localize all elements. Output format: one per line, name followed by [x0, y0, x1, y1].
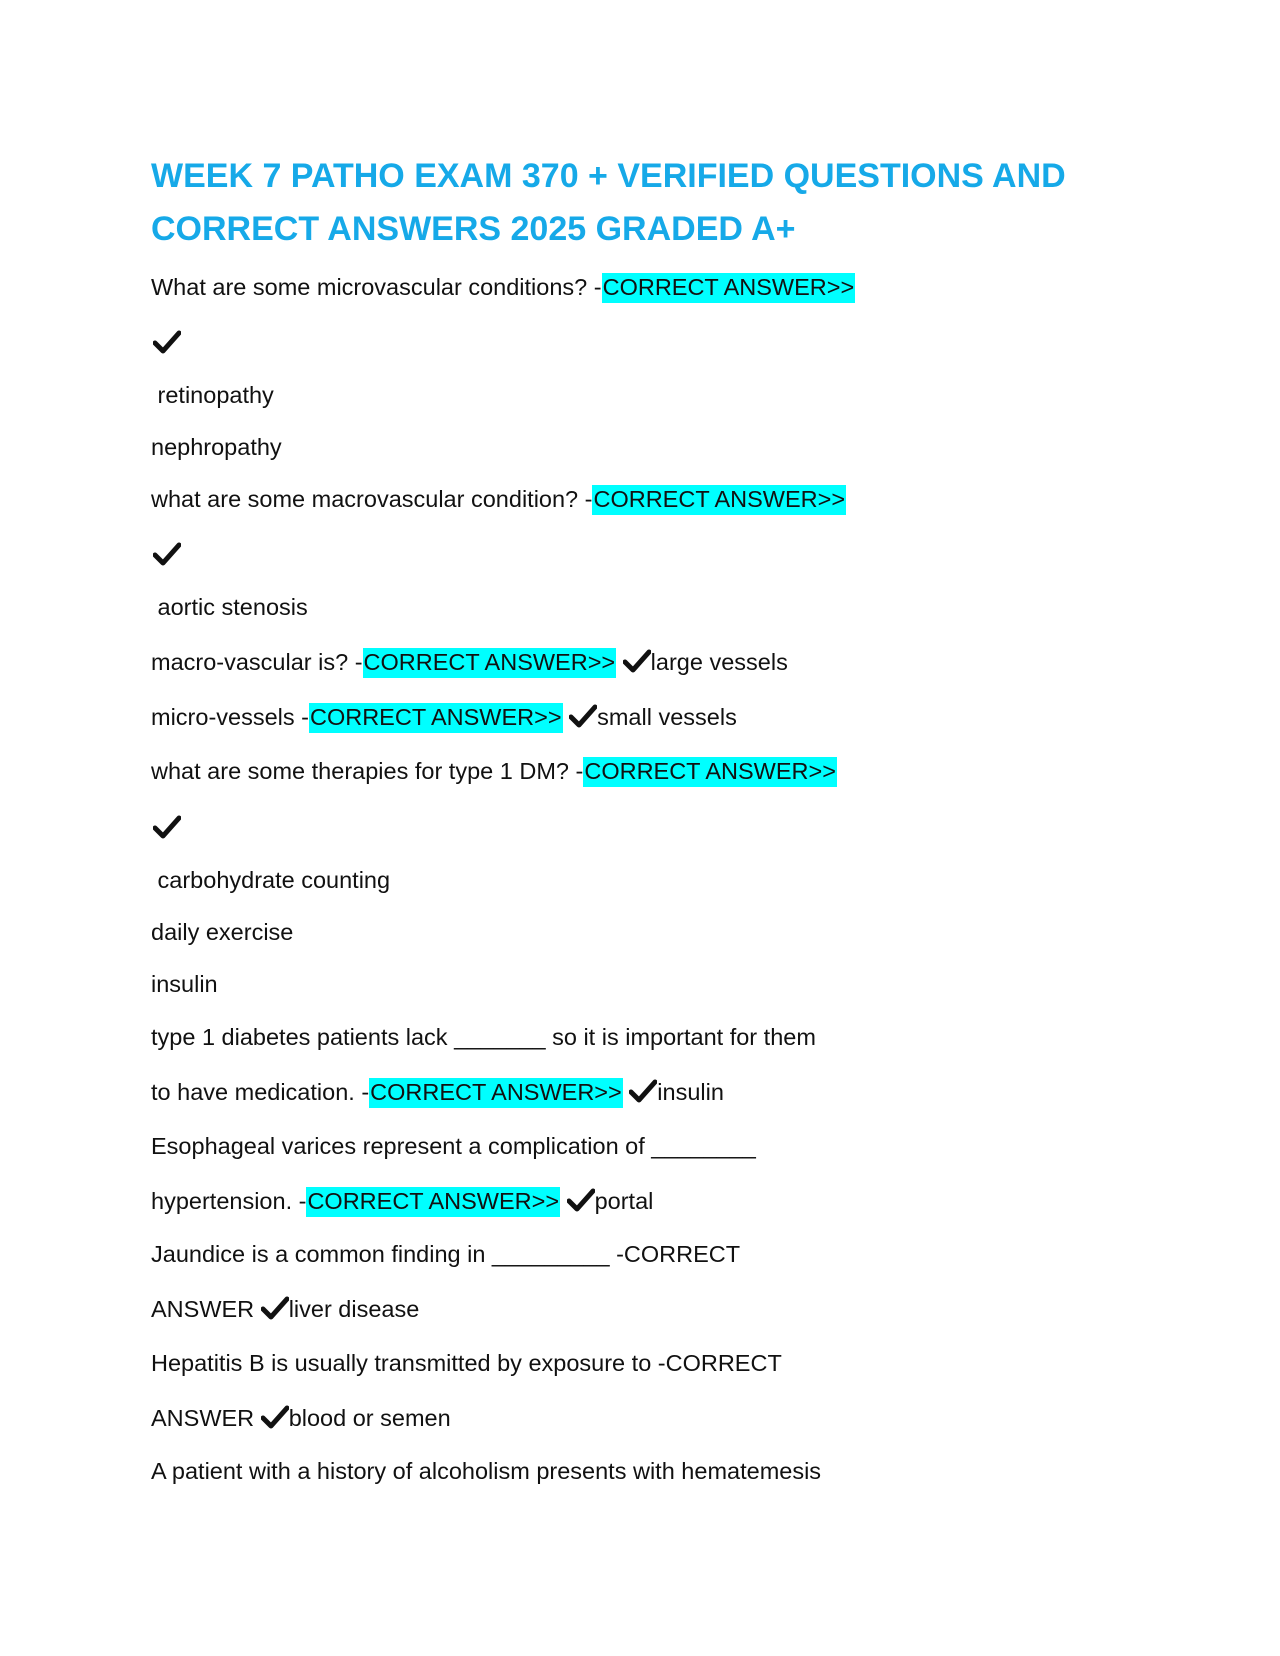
answer-text: large vessels	[650, 649, 788, 675]
checkmark-icon	[153, 329, 181, 355]
correct-answer-label: CORRECT ANSWER>>	[592, 485, 846, 515]
checkmark-icon	[567, 1187, 595, 1213]
document-title: WEEK 7 PATHO EXAM 370 + VERIFIED QUESTIONS AND CORRECT ANSWERS 2025 GRADED A+	[151, 157, 1066, 248]
correct-answer-label: CORRECT ANSWER>>	[369, 1078, 623, 1108]
answer-text: small vessels	[597, 704, 737, 730]
question-line	[151, 484, 846, 514]
checkmark-icon	[629, 1078, 657, 1104]
question-text: micro-vessels -	[151, 704, 309, 730]
correct-answer-label: CORRECT ANSWER>>	[583, 757, 837, 787]
correct-answer-label: CORRECT ANSWER>>	[309, 703, 563, 733]
question-line	[151, 1186, 653, 1216]
answer-line: carbohydrate counting	[151, 867, 391, 893]
question-text: what are some therapies for type 1 DM? -	[151, 758, 584, 784]
correct-answer-label: CORRECT ANSWER>>	[602, 273, 856, 303]
checkmark-icon	[261, 1404, 289, 1430]
answer-line: nephropathy	[151, 434, 282, 460]
answer-text: portal	[594, 1188, 654, 1214]
question-line: A patient with a history of alcoholism presents with hematemesis	[151, 1458, 822, 1484]
answer-text: blood or semen	[288, 1405, 451, 1431]
answer-text: liver disease	[288, 1296, 420, 1322]
answer-label-plain: ANSWER	[151, 1296, 255, 1322]
answer-line: aortic stenosis	[151, 594, 308, 620]
question-line	[151, 647, 788, 677]
question-text: hypertension. -	[151, 1188, 307, 1214]
question-text: what are some macrovascular condition? -	[151, 486, 593, 512]
question-line	[151, 756, 837, 786]
question-line: type 1 diabetes patients lack _______ so it is important for them	[151, 1024, 816, 1050]
answer-text: insulin	[657, 1079, 724, 1105]
question-text: macro-vascular is? -	[151, 649, 363, 675]
question-line	[151, 1294, 419, 1324]
answer-line: retinopathy	[151, 382, 274, 408]
question-line	[151, 702, 737, 732]
question-text: What are some microvascular conditions? -	[151, 274, 602, 300]
question-line: Jaundice is a common finding in _________ -CORRECT	[151, 1241, 741, 1267]
checkmark-icon	[153, 541, 181, 567]
answer-line: daily exercise	[151, 919, 294, 945]
checkmark-icon	[623, 648, 651, 674]
question-text: to have medication. -	[151, 1079, 370, 1105]
question-line	[151, 1077, 724, 1107]
correct-answer-label: CORRECT ANSWER>>	[363, 648, 617, 678]
question-line	[151, 1403, 451, 1433]
checkmark-icon	[569, 703, 597, 729]
answer-line: insulin	[151, 971, 218, 997]
question-line: Esophageal varices represent a complication of ________	[151, 1133, 756, 1159]
question-line: Hepatitis B is usually transmitted by exposure to -CORRECT	[151, 1350, 782, 1376]
checkmark-icon	[261, 1295, 289, 1321]
correct-answer-label: CORRECT ANSWER>>	[306, 1187, 560, 1217]
answer-label-plain: ANSWER	[151, 1405, 255, 1431]
question-line	[151, 272, 855, 302]
checkmark-icon	[153, 814, 181, 840]
